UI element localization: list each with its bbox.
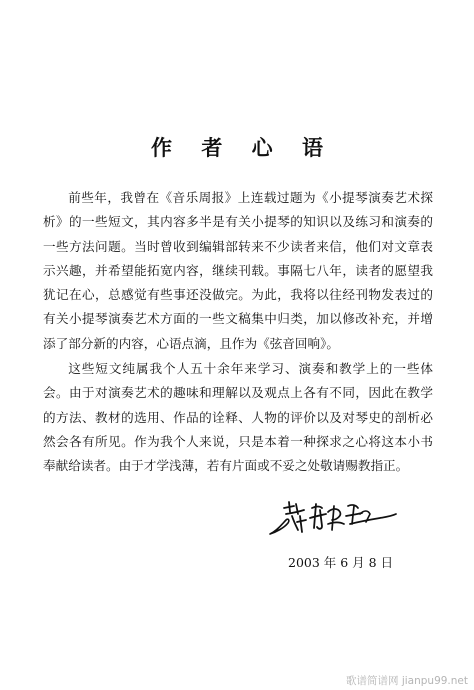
signature-date: 2003 年 6 月 8 日 <box>288 555 394 570</box>
paragraph-1: 前些年，我曾在《音乐周报》上连载过题为《小提琴演奏艺术探析》的一些短文，其内容多半是有关小提琴的知识以及练习和演奏的一些方法问题。当时曾收到编辑部转来不少读者来信，他们对文章表示兴趣，并希望能拓宽内容，继续刊载。事隔七八年，读者的愿望我犹记在心，总感觉有些事还没做完。为此，我将以往经刊物发表过的有关小提琴演奏艺术方面的一些文稿集中归类，加以修改补充，并增添了部分新的内容，心语点滴，且作为《弦音回响》。 <box>43 190 433 351</box>
paragraph-2: 这些短文纯属我个人五十余年来学习、演奏和教学上的一些体会。由于对演奏艺术的趣味和理解以及观点上各有不同，因此在教学的方法、教材的选用、作品的诠释、人物的评价以及对琴史的剖析必然会各有所见。作为我个人来说，只是本着一种探求之心将这本小书奉献给读者。由于才学浅薄，若有片面或不妥之处敬请赐教指正。 <box>43 361 433 474</box>
page-title: 作 者 心 语 <box>151 135 334 160</box>
body-text <box>43 186 433 480</box>
author-signature <box>262 494 398 538</box>
site-watermark: 歌谱简谱网 jianpu99.net <box>345 675 468 687</box>
